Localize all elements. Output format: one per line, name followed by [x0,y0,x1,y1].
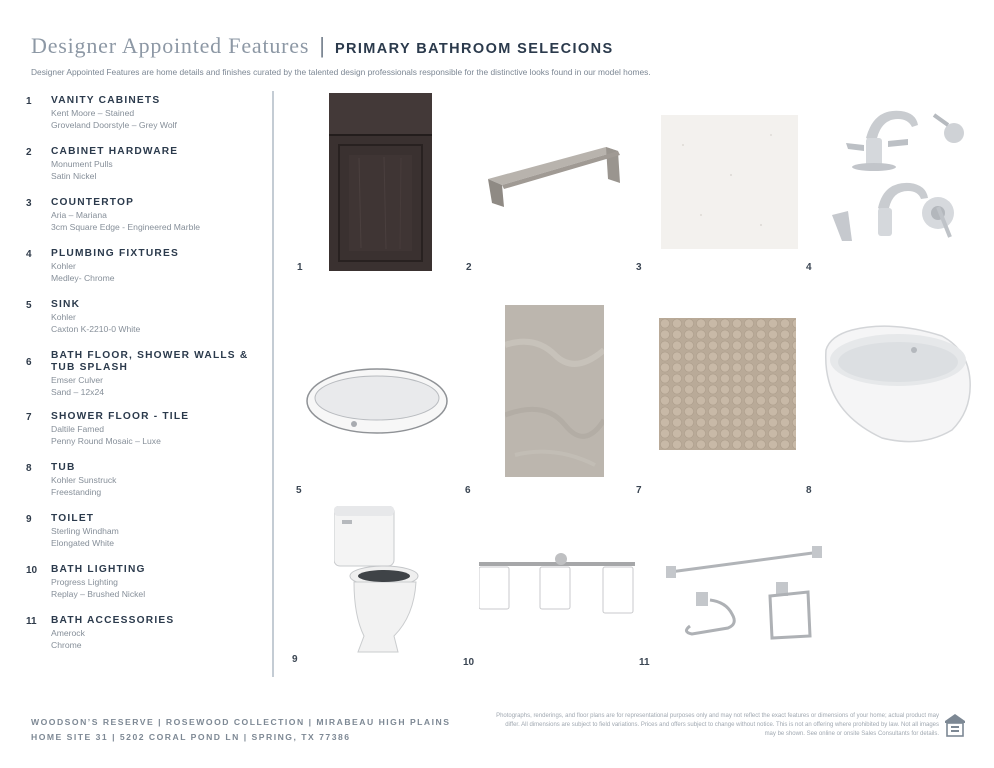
photo-label: 10 [463,657,475,668]
item-detail: 3cm Square Edge - Engineered Marble [51,222,201,232]
item-detail: Emser Culver [51,375,104,385]
bath-accessories-image [666,544,824,640]
plumbing-fixtures-image [826,103,971,243]
item-detail: Replay – Brushed Nickel [51,589,146,599]
item-category: BATH LIGHTING [51,564,146,575]
item-number: 6 [26,357,32,368]
item-number: 7 [26,412,32,423]
item-detail: Aria – Mariana [51,210,107,220]
item-number: 2 [26,147,32,158]
item-category: COUNTERTOP [51,197,135,208]
item-detail: Caxton K-2210-0 White [51,324,141,334]
list-item [26,95,271,146]
item-detail: Sterling Windham [51,526,119,536]
photo-label: 4 [806,262,812,273]
item-detail: Kohler [51,312,76,322]
item-detail: Medley- Chrome [51,273,115,283]
item-category: TOILET [51,513,95,524]
photo-label: 1 [297,262,303,273]
list-item [26,197,271,248]
community-line: WOODSON’S RESERVE | ROSEWOOD COLLECTION | MIRABEAU HIGH PLAINS [31,717,451,727]
mosaic-tile-image [659,318,796,450]
list-item [26,615,271,666]
item-number: 9 [26,514,32,525]
page-header [31,33,971,77]
item-detail: Kohler [51,261,76,271]
list-item [26,564,271,615]
item-detail: Groveland Doorstyle – Grey Wolf [51,120,177,130]
floor-tile-image [505,305,604,477]
item-detail: Daltile Famed [51,424,105,434]
page-title: Designer Appointed Features [31,33,310,58]
photo-label: 9 [292,654,298,665]
list-item [26,146,271,197]
item-number: 1 [26,96,32,107]
item-detail: Progress Lighting [51,577,118,587]
photo-label: 11 [639,657,650,668]
item-number: 3 [26,198,32,209]
item-number: 11 [26,616,37,627]
item-category: CABINET HARDWARE [51,146,179,157]
column-divider [272,91,274,677]
selection-list [26,95,271,666]
item-number: 10 [26,565,38,576]
item-detail: Elongated White [51,538,115,548]
item-category: BATH ACCESSORIES [51,615,175,626]
item-category: PLUMBING FIXTURES [51,248,179,259]
list-item [26,248,271,299]
vanity-light-image [479,553,635,615]
item-number: 4 [26,249,32,260]
page-subtitle: Designer Appointed Features are home details and finishes curated by the talented design professionals responsible for the distinctive looks found in our model homes. [31,67,651,77]
item-detail: Kohler Sunstruck [51,475,117,485]
photo-label: 5 [296,485,302,496]
item-detail: Monument Pulls [51,159,113,169]
photo-label: 2 [466,262,472,273]
homesite-line: HOME SITE 31 | 5202 CORAL POND LN | SPRING, TX 77386 [31,731,351,742]
list-item [26,350,271,411]
photo-label: 3 [636,262,642,273]
sink-image [306,368,448,434]
item-number: 8 [26,463,32,474]
item-detail: Sand – 12x24 [51,387,105,397]
item-detail: Amerock [51,628,85,638]
item-number: 5 [26,300,32,311]
photo-label: 7 [636,485,642,496]
item-detail: Chrome [51,640,82,650]
countertop-image [661,115,798,249]
title-separator: | [319,33,325,58]
cabinet-pull-image [488,143,623,211]
list-item [26,513,271,564]
bathtub-image [822,320,972,444]
photo-label: 8 [806,485,812,496]
title-row [31,33,971,59]
vanity-cabinet-image [329,93,432,271]
section-title: PRIMARY BATHROOM SELECIONS [334,41,614,57]
item-detail: Penny Round Mosaic – Luxe [51,436,161,446]
community-info [31,715,450,744]
toilet-image [334,506,420,654]
item-category: TUB [51,462,76,473]
list-item [26,411,271,462]
item-category: VANITY CABINETS [51,95,161,106]
equal-housing-icon [944,713,966,737]
list-item [26,299,271,350]
item-category: BATH FLOOR, SHOWER WALLS & TUB SPLASH [51,350,249,373]
item-category: SINK [51,299,81,310]
item-detail: Freestanding [51,487,102,497]
photo-label: 6 [465,485,471,496]
list-item [26,462,271,513]
item-detail: Kent Moore – Stained [51,108,135,118]
disclaimer: Photographs, renderings, and floor plans are for representational purposes only and may not reflect the exact features or dimensions of your home; actual product may differ. All dimensions are subject to field variations. Prices and offers subject to change without notice. This is not an offering where prohibited by law. Not all images may be shown. See online or onsite Sales Consultants for details. [496,713,939,738]
item-detail: Satin Nickel [51,171,97,181]
item-category: SHOWER FLOOR - TILE [51,411,190,422]
